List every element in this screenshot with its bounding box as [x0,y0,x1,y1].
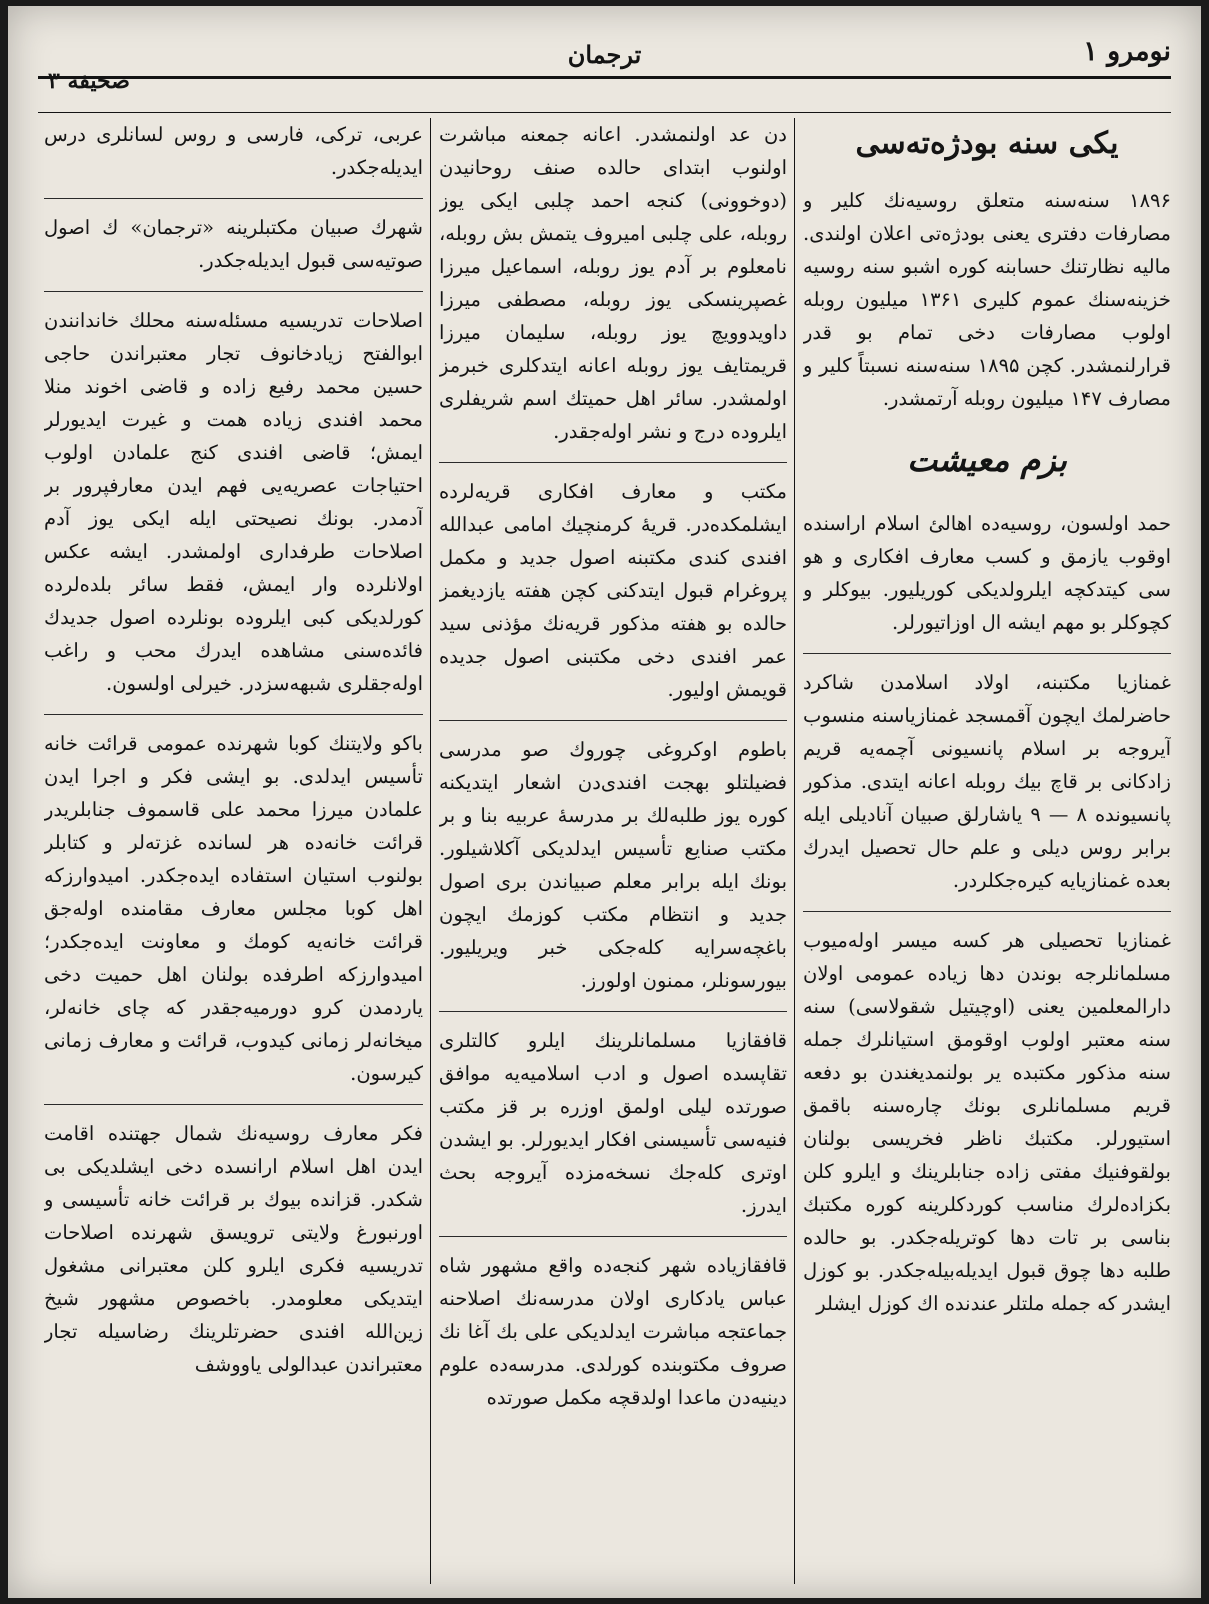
paragraph: غمنازيا تحصيلى هر كسه ميسر اوله‌ميوب مسلمانلرجه بوندن دها زياده عمومى اولان دارالمعلمين يعنى (اوچيتيل شقولاسى) سنه سنه معتبر اولوب اوقومق استيانلرك جمله سنه مذكور مكتبده ير بولنمديغندن بو دفعه قريم مسلمانلرى بونك چاره‌سنه باقمق استيورلر. مكتبك ناظر فخريسى بولنان بولقوفنيك مفتى زاده جنابلرينك و ايلرو كلن بكزاده‌لرك مناسب كوردكلرينه كوره مكتبك بناسى بر تات دها كوتريله‌جكدر. بو حالده طلبه دها چوق قبول ايديله‌بيله‌جكدر. بو كوزل ايشدر كه جمله ملتلر عندنده اك كوزل ايشلر [803,929,1171,1315]
masthead [38,30,1171,94]
paragraph: عربى، تركى، فارسى و روس لسانلرى درس ايديله‌جكدر. [44,123,423,179]
column-middle [439,118,787,1584]
newspaper-page [8,6,1201,1598]
paragraph: قافقازياده شهر كنجه‌ده واقع مشهور شاه عباس يادكارى اولان مدرسه‌نك اصلاحنه جماعتجه مباشرت ايدلديكى على بك آغا نك صروف مكتوبنده كورلدى. مدرسه‌ده علوم دينيه‌دن ماعدا اولدقچه مكمل صورتده [439,1254,787,1409]
article-heading-our-life: بزم معيشت [907,441,1067,479]
paragraph-separator [44,198,423,199]
columns [44,118,1171,1584]
paragraph: مكتب و معارف افكارى قريه‌لرده ايشلمكده‌در. قريهٔ كرمنچيك امامى عبدالله افندى كندى مكتبنه اصول جديد و مكمل پروغرام قبول ايتدكنى كچن هفته يازديغمز حالده بو هفته مذكور قريه‌نك مؤذنى سيد عمر افندى دخى مكتبنى اصول جديده قويمش اوليور. [439,480,787,701]
paragraph: ۱۸۹۶ سنەسنه متعلق روسيه‌نك كلير و مصارفات دفترى يعنى بودژه‌تى اعلان اولندى. ماليه نظارتنك حسابنه كوره اشبو سنه روسيه خزينه‌سنك عموم كليرى ۱۳۶۱ ميليون روبله اولوب مصارفات دخى تمام بو قدر قرارلنمشدر. كچن ۱۸۹۵ سنەسنه نسبتاً كلير و مصارف ۱۴۷ ميليون روبله آرتمشدر. [803,189,1171,410]
paragraph: غمنازيا مكتبنه، اولاد اسلامدن شاكرد حاضرلمك ايچون آقمسجد غمنازياسنه منسوب آيروجه بر اسلام پانسيونى آچمه‌يه قريم زادكانى بر قاچ بيك روبله اعانه ايتدى. مذكور پانسيونده ۸ — ۹ ياشارلق صبيان آناديلى ايله برابر روس ديلى و علم حال تحصيل ايدرك بعده غمنازيايه كيره‌جكلردر. [803,671,1171,892]
paragraph: شهرك صبيان مكتبلرينه «ترجمان» ك اصول صوتيه‌سى قبول ايديله‌جكدر. [44,216,423,272]
column-left [44,118,423,1584]
header-rule-lower [38,112,1171,113]
paragraph-separator [44,714,423,715]
page-number: صحيفه ۳ [48,68,130,94]
paragraph: دن عد اولنمشدر. اعانه جمعنه مباشرت اولنوب ابتداى حالده صنف روحانيدن (دوخوونى) كنجه احمد چلبى ايكى يوز روبله، على چلبى اميروف يتمش بش روبله، نامعلوم بر آدم يوز روبله، اسماعيل ميرزا غصپرينسكى يوز روبله، مصطفى ميرزا داويدوويچ يوز روبله، سليمان ميرزا قريمتايف يوز روبله اعانه ايتدكلرى خبرمز اولمشدر. سائر اهل حميتك اسم شريفلرى ايلروده درج و نشر اوله‌جقدر. [439,123,787,443]
paragraph-separator [439,462,787,463]
paragraph-separator [439,720,787,721]
paragraph-separator [44,291,423,292]
paragraph: قافقازيا مسلمانلرينك ايلرو كالتلرى تقاپسده اصول و ادب اسلاميه‌يه موافق صورتده ليلى اولمق اوزره بر قز مكتب فنيه‌سى تأسيسنى افكار ايديورلر. بو ايشدن اوترى كله‌جك نسخه‌مزده آيروجه بحث ايدرز. [439,1029,787,1217]
issue-number: نومرو ۱ [1083,36,1171,67]
article-heading-budget: يكى سنه بودژه‌تەسى [855,126,1119,161]
header-rule [38,76,1171,79]
paragraph: حمد اولسون، روسيه‌ده اهالئ اسلام اراسنده اوقوب يازمق و كسب معارف افكارى و هو سى كيتدكچه ايلرولديكى كوريليور. بيوكلر و كچوكلر بو مهم ايشه ال اوزاتيورلر. [803,512,1171,634]
paragraph: فكر معارف روسيه‌نك شمال جهتنده اقامت ايدن اهل اسلام ارانسده دخى ايشلديكى بى شكدر. قزانده بيوك بر قرائت خانه تأسيسى و اورنبورغ ولايتى ترويسق شهرنده اصلاحات تدريسيه فكرى ايلرو كلن معتبرانى مشغول ايتديكى معلومدر. باخصوص مشهور شيخ زين‌الله افندى حضرتلرينك رضاسيله تجار معتبراندن عبدالولى ياووشف [44,1122,423,1376]
paragraph-separator [803,911,1171,912]
paragraph: اصلاحات تدريسيه مسئله‌سنه محلك خاندانندن ابوالفتح زيادخانوف تجار معتبراندن حاجى حسين محمد رفيع زاده و قاضى اخوند منلا محمد افندى زياده همت و غيرت ايديورلر ايمش؛ قاضى افندى كنج علمادن اولوب احتياجات عصريه‌يى فهم ايدن معارفپرور بر آدمدر. بونك نصيحتى ايله ايكى يوز آدم اصلاحات طرفدارى اولمشدر. ايشه عكس اولانلرده وار ايمش، فقط سائر بلده‌لرده كورلديكى كبى ايلروده بونلرده اصول جديدك فائده‌سنى مشاهده ايدرك محب و راغب اوله‌جقلرى شبهه‌سزدر. خيرلى اولسون. [44,309,423,695]
column-divider [794,118,795,1584]
paragraph-separator [803,653,1171,654]
paragraph-separator [44,1104,423,1105]
column-divider [430,118,431,1584]
column-right [803,118,1171,1584]
paragraph-separator [439,1011,787,1012]
paragraph: باكو ولايتنك كوبا شهرنده عمومى قرائت خانه تأسيس ايدلدى. بو ايشى فكر و اجرا ايدن علمادن ميرزا محمد على قاسموف جنابلريدر قرائت خانه‌ده هر لسانده غزته‌لر و كتابلر بولنوب استيان استفاده ايده‌جكدر. اميدوارزكه اهل كوبا مجلس معارف مقامنده اوله‌جق قرائت خانه‌يه كومك و معاونت ايده‌جكدر؛ اميدوارزكه اطرفده بولنان اهل حميت دخى ياردمدن كرو دورميه‌جقدر كه چاى خانه‌لر، ميخانه‌لر زمانى كيدوب، قرائت و معارف زمانى كيرسون. [44,732,423,1085]
paragraph-separator [439,1236,787,1237]
newspaper-title: ترجمان [567,40,642,69]
paragraph: باطوم اوكروغى چوروك صو مدرسى فضيلتلو بهجت افندى‌دن اشعار ايتديكنه كوره يوز طلبه‌لك بر مدرسهٔ عربيه بنا و بر مكتب صنايع تأسيس ايدلديكى آكلاشيلور. بونك ايله برابر معلم صبياندن برى اصول جديد و انتظام مكتب كوزمك ايچون باغچه‌سرايه كله‌جكى خبر ويريليور. بيورسونلر، ممنون اولورز. [439,738,787,992]
